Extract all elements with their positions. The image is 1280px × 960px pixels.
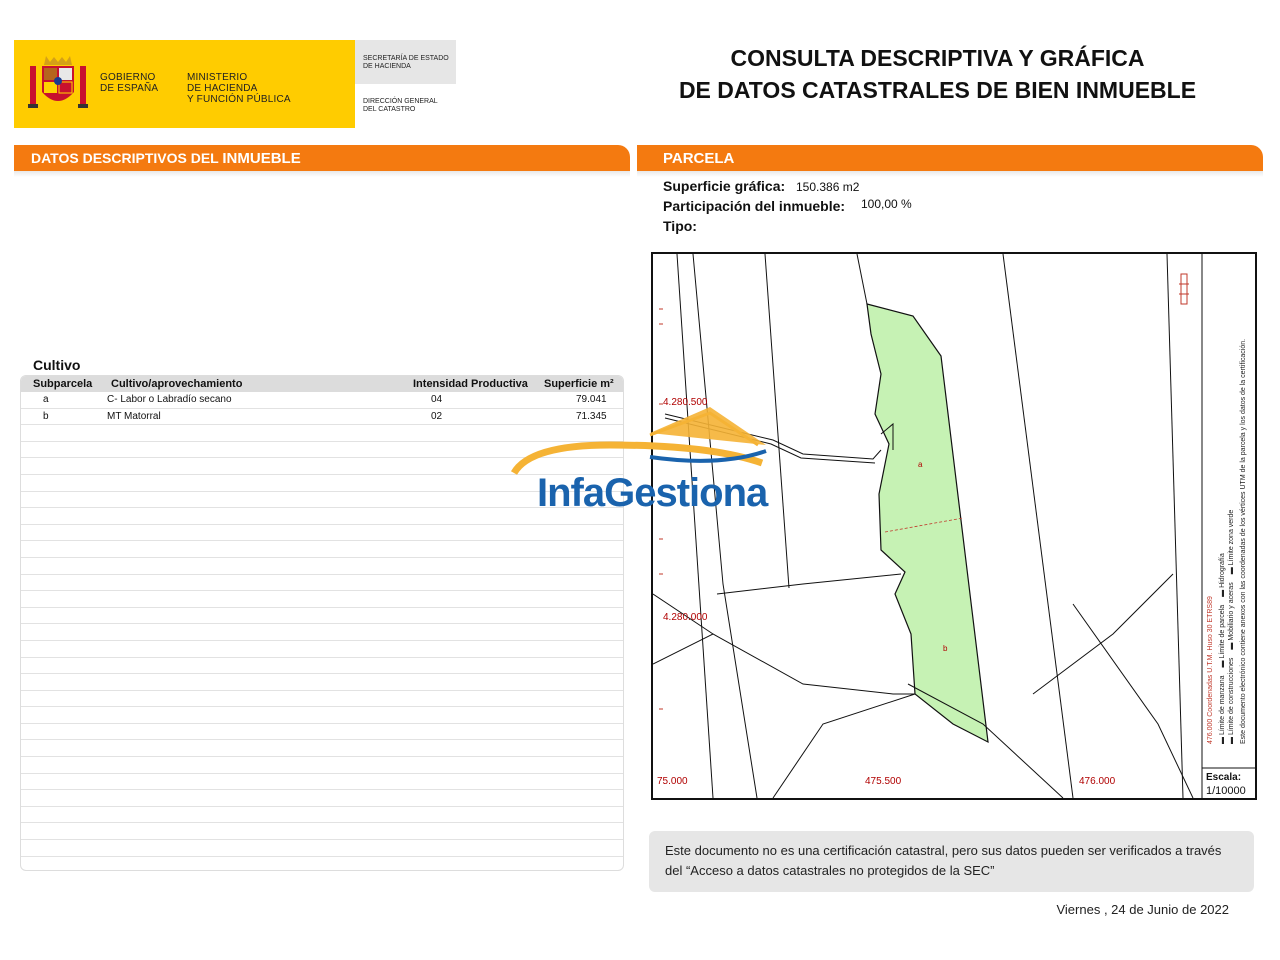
scale-value: 1/10000 xyxy=(1206,785,1246,797)
ministerio-label: MINISTERIO DE HACIENDA Y FUNCIÓN PÚBLICA xyxy=(187,72,291,105)
empty-table-row xyxy=(21,857,623,871)
tipo-label: Tipo: xyxy=(663,218,697,234)
empty-table-row xyxy=(21,691,623,708)
subparcel-a-label: a xyxy=(918,460,923,469)
parcela-header: PARCELA xyxy=(637,145,1263,171)
empty-table-row xyxy=(21,624,623,641)
empty-table-row xyxy=(21,740,623,757)
coord-x1: 75.000 xyxy=(657,776,688,787)
participacion-value: 100,00 % xyxy=(861,197,912,211)
disclaimer-notice: Este documento no es una certificación catastral, pero sus datos pueden ser verificados a través del “Acceso a datos catastrales no protegidos de la SEC” xyxy=(649,831,1254,892)
empty-table-row xyxy=(21,492,623,509)
document-date: Viernes , 24 de Junio de 2022 xyxy=(1056,902,1229,917)
empty-table-row xyxy=(21,591,623,608)
empty-table-row xyxy=(21,525,623,542)
map-legend: 476.000 Coordenadas U.T.M. Huso 30 ETRS89 ▬ Límite de manzana ▬ Límite de parcela ▬ Hidrografía ▬ Límite de construcciones ▬ Mobiliario y aceras ▬ Límite zona verde Este documento electrónico contiene anexos con las coordenadas de los vértices UTM de la parcela y los datos de la certificación. xyxy=(1207,338,1247,744)
empty-table-row xyxy=(21,774,623,791)
coord-x2: 475.500 xyxy=(865,776,902,787)
superficie-label: Superficie gráfica: xyxy=(663,178,786,194)
cadastral-map xyxy=(651,252,1257,800)
table-row: b MT Matorral 02 71.345 xyxy=(21,409,623,426)
parcel-map-drawing xyxy=(653,254,1255,798)
scale-label: Escala: xyxy=(1206,772,1242,783)
watermark-text: InfaGestiona xyxy=(537,471,768,515)
empty-table-row xyxy=(21,807,623,824)
empty-table-row xyxy=(21,707,623,724)
page-title: CONSULTA DESCRIPTIVA Y GRÁFICA DE DATOS CATASTRALES DE BIEN INMUEBLE xyxy=(678,45,1197,103)
datos-descriptivos-header: DATOS DESCRIPTIVOS DEL INMUEBLE xyxy=(14,145,630,171)
empty-table-row xyxy=(21,674,623,691)
coord-x3: 476.000 xyxy=(1079,776,1116,787)
superficie-value: 150.386 m2 xyxy=(796,180,860,194)
empty-table-row xyxy=(21,641,623,658)
direccion-label: DIRECCIÓN GENERAL DEL CATASTRO xyxy=(363,98,438,113)
empty-table-row xyxy=(21,757,623,774)
coat-of-arms-icon xyxy=(26,52,90,116)
empty-table-row xyxy=(21,508,623,525)
participacion-label: Participación del inmueble: xyxy=(663,198,846,214)
parcel-polygon xyxy=(867,304,988,742)
empty-table-row xyxy=(21,724,623,741)
coord-y2: 4.280.000 xyxy=(663,612,708,623)
subparcel-b-label: b xyxy=(943,644,948,653)
empty-table-row xyxy=(21,840,623,857)
table-row: a C- Labor o Labradío secano 04 79.041 xyxy=(21,392,623,409)
secretaria-label: SECRETARÍA DE ESTADO DE HACIENDA xyxy=(363,55,449,70)
empty-table-row xyxy=(21,608,623,625)
empty-table-row xyxy=(21,658,623,675)
coord-y1: 4.280.500 xyxy=(663,397,708,408)
empty-table-row xyxy=(21,558,623,575)
empty-table-row xyxy=(21,575,623,592)
empty-table-row xyxy=(21,790,623,807)
table-header: Subparcela Cultivo/aprovechamiento Intensidad Productiva Superficie m² xyxy=(21,376,623,392)
empty-table-row xyxy=(21,823,623,840)
cultivo-title: Cultivo xyxy=(33,357,81,373)
empty-table-row xyxy=(21,541,623,558)
gobierno-label: GOBIERNO DE ESPAÑA xyxy=(100,72,159,94)
